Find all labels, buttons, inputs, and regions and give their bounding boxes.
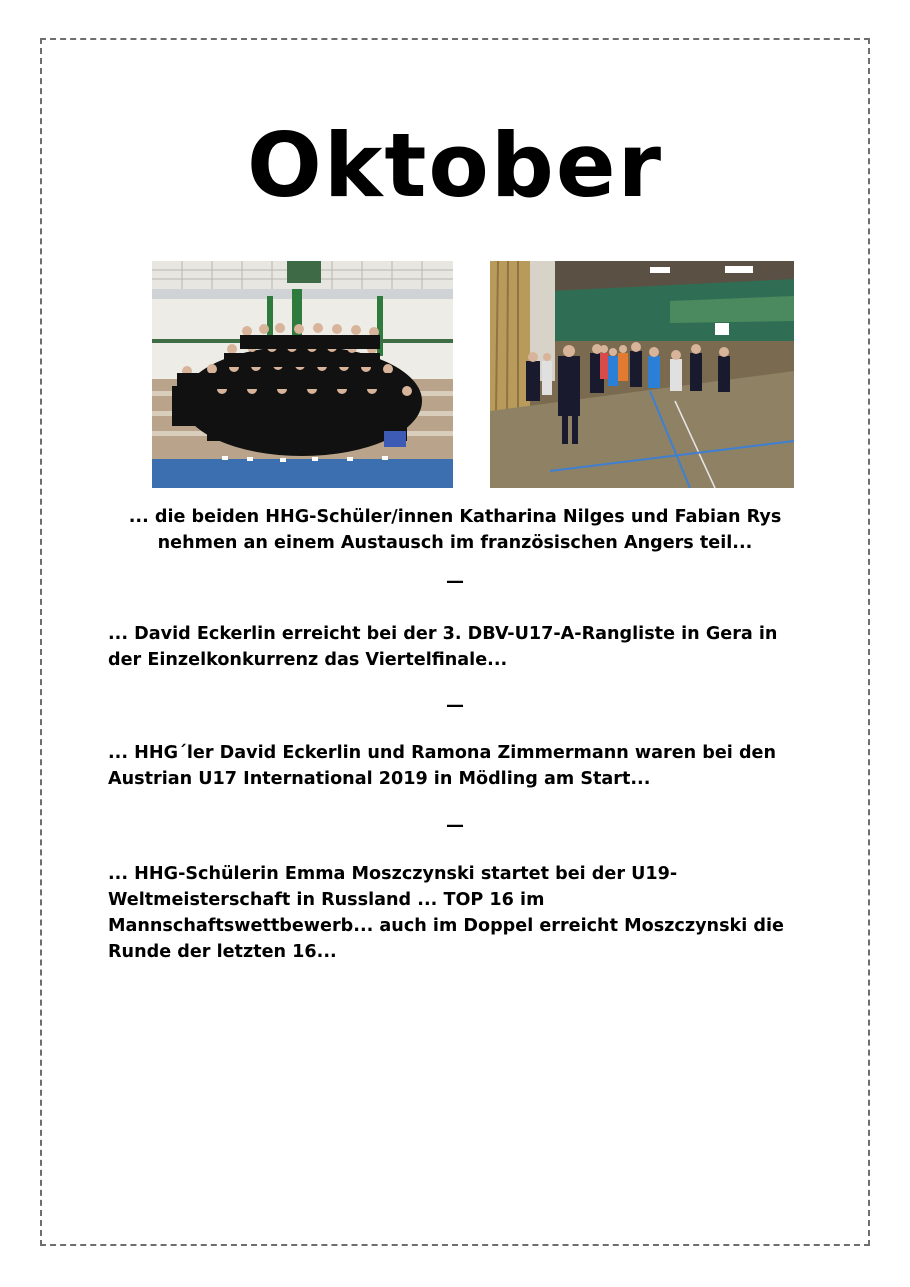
news-entry-line: ... David Eckerlin erreicht bei der 3. DBV-U17-A-Rangliste in Gera in: [108, 624, 778, 644]
news-entry-line: der Einzelkonkurrenz das Viertelfinale...: [108, 650, 508, 670]
team-group-photo-image: [152, 261, 453, 488]
news-entry-u19-wm: [108, 861, 808, 965]
news-entry-line: ... die beiden HHG-Schüler/innen Katharina Nilges und Fabian Rys: [128, 507, 782, 527]
news-entry-exchange: [105, 504, 805, 556]
separator-dash: —: [446, 815, 464, 836]
separator-dash: —: [446, 695, 464, 716]
news-entry-line: Mannschaftswettbewerb... auch im Doppel erreicht Moszczynski die: [108, 916, 784, 936]
news-entry-line: Weltmeisterschaft in Russland ... TOP 16 im: [108, 890, 545, 910]
gym-training-photo-image: [490, 261, 794, 488]
page-title: Oktober: [247, 114, 663, 217]
news-entry-line: nehmen an einem Austausch im französischen Angers teil...: [157, 533, 753, 553]
news-entry-line: ... HHG´ler David Eckerlin und Ramona Zimmermann waren bei den: [108, 743, 777, 763]
news-entry-line: Runde der letzten 16...: [108, 942, 337, 962]
news-entry-rangliste: [108, 621, 808, 673]
news-entry-line: Austrian U17 International 2019 in Mödling am Start...: [108, 769, 651, 789]
news-entry-austrian-u17: [108, 740, 808, 792]
news-entry-line: ... HHG-Schülerin Emma Moszczynski startet bei der U19-: [108, 864, 678, 884]
team-group-photo: [152, 261, 453, 488]
separator-dash: —: [446, 571, 464, 592]
gym-training-photo: [490, 261, 794, 488]
